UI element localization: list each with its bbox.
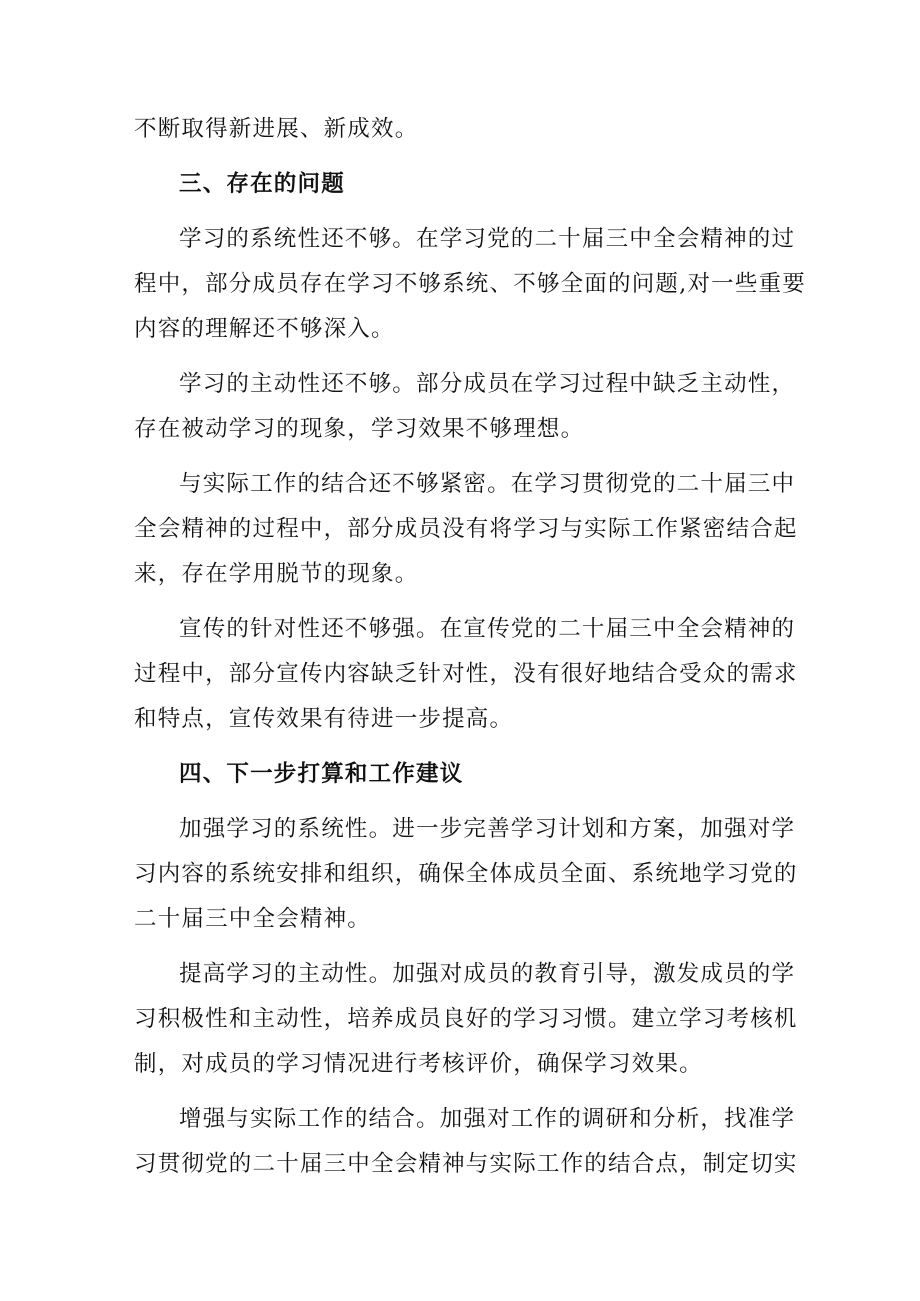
paragraph-spacing: [134, 152, 794, 162]
text-line: 宣传的针对性还不够强。在宣传党的二十届三中全会精神的: [179, 616, 796, 642]
paragraph: [134, 217, 806, 352]
text-line: 习贯彻党的二十届三中全会精神与实际工作的结合点，制定切实: [134, 1151, 798, 1177]
text-line: 学习的主动性还不够。部分成员在学习过程中缺乏主动性，: [179, 371, 796, 397]
text-line: 习积极性和主动性，培养成员良好的学习习惯。建立学习考核机: [134, 1006, 798, 1032]
section-heading: 三、存在的问题: [179, 171, 345, 197]
text-line: 加强学习的系统性。进一步完善学习计划和方案，加强对学: [179, 816, 796, 842]
paragraph: [134, 107, 794, 152]
document-body: [134, 107, 806, 1187]
text-line: 二十届三中全会精神。: [134, 906, 372, 932]
paragraph-spacing: [134, 597, 794, 607]
paragraph-spacing: [134, 352, 794, 362]
text-line: 程中，部分成员存在学习不够系统、不够全面的问题,对一些重要: [134, 271, 806, 297]
paragraph-spacing: [134, 742, 794, 752]
paragraph: [134, 1097, 798, 1187]
text-line: 学习的系统性还不够。在学习党的二十届三中全会精神的过: [179, 226, 796, 252]
text-line: 内容的理解还不够深入。: [134, 316, 395, 342]
paragraph-spacing: [134, 797, 794, 807]
text-line: 提高学习的主动性。加强对成员的教育引导，激发成员的学: [179, 961, 796, 987]
paragraph-spacing: [134, 452, 794, 462]
paragraph: [134, 362, 794, 452]
text-line: 制，对成员的学习情况进行考核评价，确保学习效果。: [134, 1051, 703, 1077]
text-line: 存在被动学习的现象，学习效果不够理想。: [134, 416, 585, 442]
text-line: 和特点，宣传效果有待进一步提高。: [134, 706, 514, 732]
text-line: 来，存在学用脱节的现象。: [134, 561, 419, 587]
text-line: 全会精神的过程中，部分成员没有将学习与实际工作紧密结合起: [134, 516, 798, 542]
section-heading: 四、下一步打算和工作建议: [179, 761, 464, 787]
paragraph: [134, 462, 798, 597]
paragraph-spacing: [134, 1087, 794, 1097]
paragraph-spacing: [134, 942, 794, 952]
text-line: 增强与实际工作的结合。加强对工作的调研和分析，找准学: [179, 1106, 796, 1132]
text-line: 习内容的系统安排和组织，确保全体成员全面、系统地学习党的: [134, 861, 798, 887]
paragraph: [134, 952, 798, 1087]
paragraph: [134, 607, 798, 742]
paragraph-spacing: [134, 207, 794, 217]
text-line: 过程中，部分宣传内容缺乏针对性，没有很好地结合受众的需求: [134, 661, 798, 687]
paragraph: [134, 807, 798, 942]
text-line: 与实际工作的结合还不够紧密。在学习贯彻党的二十届三中: [179, 471, 796, 497]
text-line: 不断取得新进展、新成效。: [134, 116, 419, 142]
